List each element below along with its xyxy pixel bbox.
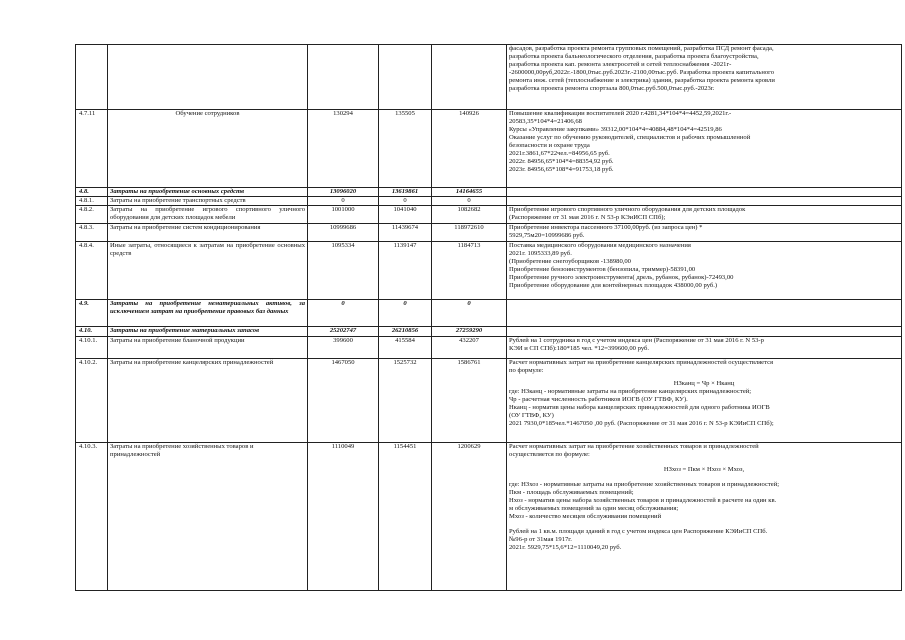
row-description — [507, 337, 902, 359]
desc-spacer — [509, 521, 899, 528]
row-value-2021: 10999686 — [308, 224, 379, 242]
row-description — [507, 206, 902, 224]
formula: НЗхоз = Пкм × Нхоз × Мхоз, — [663, 466, 745, 473]
desc-line: разработка проекта бальнеологического отделения, разработка проекта благоустройства, — [509, 53, 759, 60]
desc-line: Приобретение инвектора пассенного 37100,00руб. (из запроса цен) * — [509, 224, 703, 231]
desc-line: 5929,75м20=10999686 руб. — [509, 232, 585, 239]
desc-line: 2021 7930,0*185чел.*1467050 ,00 руб. (Распоряжение от 31 мая 2016 г. N 53-р КЭИиСП СПб); — [509, 420, 774, 427]
desc-line: Рублей на 1 сотрудника в год с учетом индекса цен (Распоряжение от 31 мая 2016 г. N 53-р — [509, 337, 764, 344]
desc-line: 2023г. 84956,65*108*4=91753,18 руб. — [509, 166, 614, 173]
desc-line: 2021г. 5929,75*15,6*12=1110049,20 руб. — [509, 544, 622, 551]
row-code: 4.10.1. — [76, 337, 108, 359]
row-value-2023: 1586761 — [432, 359, 507, 443]
table-row — [76, 359, 902, 443]
row-name: Обучение сотрудников — [108, 110, 308, 188]
desc-line: где: НЗхоз - нормативные затраты на приобретение хозяйственных товаров и принадлежностей; — [509, 481, 780, 488]
row-value-2022: 26210856 — [379, 327, 432, 337]
row-value-2021: 25202747 — [308, 327, 379, 337]
row-name: Затраты на приобретение основных средств — [108, 188, 308, 197]
desc-line: Рублей на 1 кв.м. площади зданий в год с учетом индекса цен Распоряжение КЭИиСП СПб. — [509, 528, 768, 535]
row-value-2022: 11439674 — [379, 224, 432, 242]
desc-line: №96-р от 31мая 1917г. — [509, 536, 572, 543]
table-row — [76, 197, 902, 206]
row-name: Затраты на приобретение канцелярских принадлежностей — [108, 359, 308, 443]
row-value-2022: 0 — [379, 300, 432, 327]
row-description — [507, 443, 902, 591]
row-value-2022: 135505 — [379, 110, 432, 188]
desc-line: где: НЗканц - нормативные затраты на приобретение канцелярских принадлежностей; — [509, 388, 752, 395]
row-name: Затраты на приобретение игрового спортивного уличного оборудования для детских площадок мебели — [108, 206, 308, 224]
table-row — [76, 242, 902, 300]
formula: НЗканц = Чр × Нканц — [673, 380, 735, 387]
row-description — [507, 188, 902, 197]
row-value-2023: 1200629 — [432, 443, 507, 591]
budget-table — [75, 44, 902, 591]
desc-line: Нхоз - норматив цены набора хозяйственных товаров и принадлежностей в расчете на один кв. — [509, 497, 777, 504]
row-value-2023: 27259290 — [432, 327, 507, 337]
row-value-2023: 118972610 — [432, 224, 507, 242]
row-value-2023: 140926 — [432, 110, 507, 188]
row-name: Затраты на приобретение транспортных средств — [108, 197, 308, 206]
row-code: 4.7.11 — [76, 110, 108, 188]
desc-spacer — [509, 459, 899, 466]
desc-line: (ОУ ГТВФ, КУ) — [509, 412, 554, 419]
desc-line: 2021г. 1095333,89 руб. — [509, 250, 572, 257]
desc-line: (Распоряжение от 31 мая 2016 г. N 53-р КЭиИСП СПб); — [509, 214, 666, 221]
desc-line: Расчет нормативных затрат на приобретение канцелярских принадлежностей осуществляется — [509, 359, 774, 366]
row-value-2021: 130294 — [308, 110, 379, 188]
table-row — [76, 300, 902, 327]
desc-line: по формуле: — [509, 367, 544, 374]
row-name: Затраты на приобретение материальных запасов — [108, 327, 308, 337]
desc-line: Курсы «Управление закупками» 39312,00*104*4=40884,48*104*4=42519,86 — [509, 126, 722, 133]
row-code: 4.8.2. — [76, 206, 108, 224]
table-row — [76, 110, 902, 188]
row-value-2022: 1154451 — [379, 443, 432, 591]
row-description — [507, 300, 902, 327]
row-name — [108, 45, 308, 110]
desc-line: Нканц - норматив цены набора канцелярских принадлежностей для одного работника ИОГВ — [509, 404, 770, 411]
row-code: 4.10.3. — [76, 443, 108, 591]
desc-line: Мхоз - количество месяцев обслуживания помещений — [509, 513, 662, 520]
row-description — [507, 45, 902, 110]
table-row — [76, 188, 902, 197]
row-name: Затраты на приобретение хозяйственных товаров и принадлежностей — [108, 443, 308, 591]
row-name: Иные затраты, относящиеся к затратам на приобретение основных средств — [108, 242, 308, 300]
table-row — [76, 337, 902, 359]
desc-line: Пкм - площадь обслуживаемых помещений; — [509, 489, 634, 496]
desc-line: -2600000,00руб,2022г.-1800,0тыс.руб.2023г.-2100,00тыс.руб. Разработка проекта капитального — [509, 69, 774, 76]
desc-line: (Приобретение снегоуборщиков -138980,00 — [509, 258, 631, 265]
desc-line: фасадов, разработка проекта ремонта групповых помещений, разработка ПСД ремонт фасада, — [509, 45, 774, 52]
row-value-2023: 0 — [432, 300, 507, 327]
desc-line: КЭИ и СП СПб):180*185 чел. *12=399600,00 руб. — [509, 345, 650, 352]
row-value-2021: 1110049 — [308, 443, 379, 591]
desc-line: 2022г. 84956,65*104*4=88354,92 руб. — [509, 158, 614, 165]
row-value-2022: 13619861 — [379, 188, 432, 197]
row-code: 4.10.2. — [76, 359, 108, 443]
table-row — [76, 443, 902, 591]
desc-line: м обслуживаемых помещений за один месяц обслуживания; — [509, 505, 679, 512]
row-value-2021 — [308, 45, 379, 110]
row-name: Затраты на приобретение бланочной продукции — [108, 337, 308, 359]
desc-line: Оказание услуг по обучению руководителей, специалистов и рабочих промышленной — [509, 134, 751, 141]
desc-line: разработка проекта кап. ремонта электросетей и сетей теплоснабжения -2021г- — [509, 61, 732, 68]
desc-line: Чр - расчетная численность работников ИОГВ (ОУ ГТВФ, КУ). — [509, 396, 688, 403]
row-name: Затраты на приобретение нематериальных активов, за исключением затрат на приобретение правовых баз данных — [108, 300, 308, 327]
desc-line: безопасности и охране труда — [509, 142, 590, 149]
row-value-2023: 1082682 — [432, 206, 507, 224]
row-value-2021: 399600 — [308, 337, 379, 359]
row-value-2021: 1467050 — [308, 359, 379, 443]
row-value-2021: 0 — [308, 300, 379, 327]
row-name: Затраты на приобретение систем кондиционирования — [108, 224, 308, 242]
row-code: 4.8. — [76, 188, 108, 197]
row-value-2021: 1001000 — [308, 206, 379, 224]
row-value-2022: 1041040 — [379, 206, 432, 224]
row-description — [507, 327, 902, 337]
row-code: 4.10. — [76, 327, 108, 337]
desc-spacer — [509, 474, 899, 481]
desc-line: 2021г.3861,67*22чел.=84956,65 руб. — [509, 150, 610, 157]
desc-line: ремонта инж. сетей (теплоснабжение и электрика) здания, разработка проекта ремонта кровли — [509, 77, 775, 84]
row-value-2023: 432207 — [432, 337, 507, 359]
desc-line: Приобретение бензоинструментов (бензопила, триммер)-58391,00 — [509, 266, 696, 273]
row-description — [507, 197, 902, 206]
table-row — [76, 206, 902, 224]
desc-line: Приобретение ручного электроинструмента( дрель, рубанок, рубанок)-72493,00 — [509, 274, 734, 281]
desc-line: 20583,35*104*4=21406,68 — [509, 118, 582, 125]
row-code: 4.9. — [76, 300, 108, 327]
desc-line: Поставка медицинского оборудования медицинского назначения — [509, 242, 691, 249]
row-description — [507, 242, 902, 300]
row-value-2022: 415584 — [379, 337, 432, 359]
row-value-2022: 1525732 — [379, 359, 432, 443]
row-value-2021: 13096020 — [308, 188, 379, 197]
row-value-2021: 0 — [308, 197, 379, 206]
row-description — [507, 224, 902, 242]
row-value-2022: 1139147 — [379, 242, 432, 300]
desc-line: Расчет нормативных затрат на приобретение хозяйственных товаров и принадлежностей — [509, 443, 759, 450]
row-code: 4.8.1. — [76, 197, 108, 206]
row-value-2023: 14164655 — [432, 188, 507, 197]
row-value-2023: 0 — [432, 197, 507, 206]
desc-line: осуществляется по формуле: — [509, 451, 590, 458]
row-value-2021: 1095334 — [308, 242, 379, 300]
row-code: 4.8.4. — [76, 242, 108, 300]
row-description — [507, 359, 902, 443]
row-code: 4.8.3. — [76, 224, 108, 242]
table-row — [76, 327, 902, 337]
table-row — [76, 45, 902, 110]
row-value-2023: 1184713 — [432, 242, 507, 300]
row-value-2023 — [432, 45, 507, 110]
row-code — [76, 45, 108, 110]
row-description — [507, 110, 902, 188]
table-row — [76, 224, 902, 242]
desc-line: Приобретение оборудование для контейнерных площадок 438000,00 руб.) — [509, 282, 718, 289]
row-value-2022 — [379, 45, 432, 110]
desc-line: разработка проекта ремонта спортзала 800,0тыс.руб.500,0тыс.руб.-2023г. — [509, 85, 715, 92]
row-value-2022: 0 — [379, 197, 432, 206]
desc-line: Приобретение игрового спортивного уличного оборудования для детских площадок — [509, 206, 746, 213]
budget-table-page — [75, 44, 901, 591]
desc-line: Повышение квалификации воспитателей 2020 г.4281,34*104*4=4452,59,2021г.- — [509, 110, 732, 117]
